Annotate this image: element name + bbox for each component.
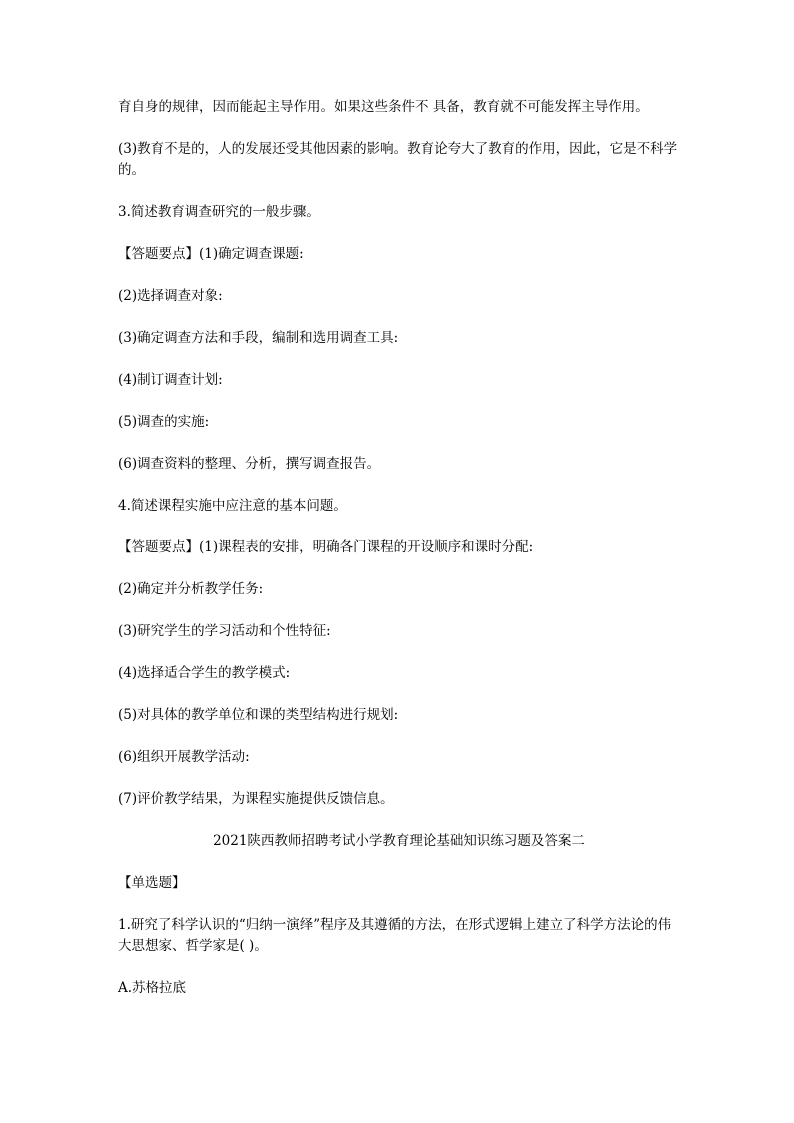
question-1-text: 1.研究了科学认识的“归纳一演绎”程序及其遵循的方法，在形式逻辑上建立了科学方法论的伟大思想家、哲学家是( )。 <box>118 917 672 954</box>
answer-key-4: (4)制订调查计划: <box>118 372 223 388</box>
answer-key-q4-3: (3)研究学生的学习活动和个性特征: <box>118 623 331 639</box>
option-a: A.苏格拉底 <box>118 980 187 996</box>
answer-key-q4-6: (6)组织开展教学活动: <box>118 749 250 765</box>
paragraph-point-3: (3)教育不是的，人的发展还受其他因素的影响。教育论夸大了教育的作用，因此，它是不科学的。 <box>118 141 678 178</box>
answer-key-q4-5: (5)对具体的教学单位和课的类型结构进行规划: <box>118 707 399 723</box>
answer-key-1: 【答题要点】(1)确定调查课题: <box>118 246 304 262</box>
answer-key-2: (2)选择调查对象: <box>118 288 223 304</box>
question-3-heading: 3.简述教育调查研究的一般步骤。 <box>118 204 320 220</box>
paragraph-continuation: 育自身的规律，因而能起主导作用。如果这些条件不 具备，教育就不可能发挥主导作用。 <box>118 99 649 115</box>
answer-key-q4-4: (4)选择适合学生的教学模式: <box>118 665 291 681</box>
answer-key-3: (3)确定调查方法和手段，编制和选用调查工具: <box>118 330 399 346</box>
answer-key-q4-1: 【答题要点】(1)课程表的安排，明确各门课程的开设顺序和课时分配: <box>118 539 534 555</box>
section-title: 2021陕西教师招聘考试小学教育理论基础知识练习题及答案二 <box>213 833 585 849</box>
section-label: 【单选题】 <box>118 875 186 891</box>
answer-key-5: (5)调查的实施: <box>118 414 210 430</box>
answer-key-q4-2: (2)确定并分析教学任务: <box>118 581 264 597</box>
answer-key-q4-7: (7)评价教学结果，为课程实施提供反馈信息。 <box>118 791 394 807</box>
question-4-heading: 4.简述课程实施中应注意的基本问题。 <box>118 498 347 514</box>
answer-key-6: (6)调查资料的整理、分析，撰写调查报告。 <box>118 456 381 472</box>
